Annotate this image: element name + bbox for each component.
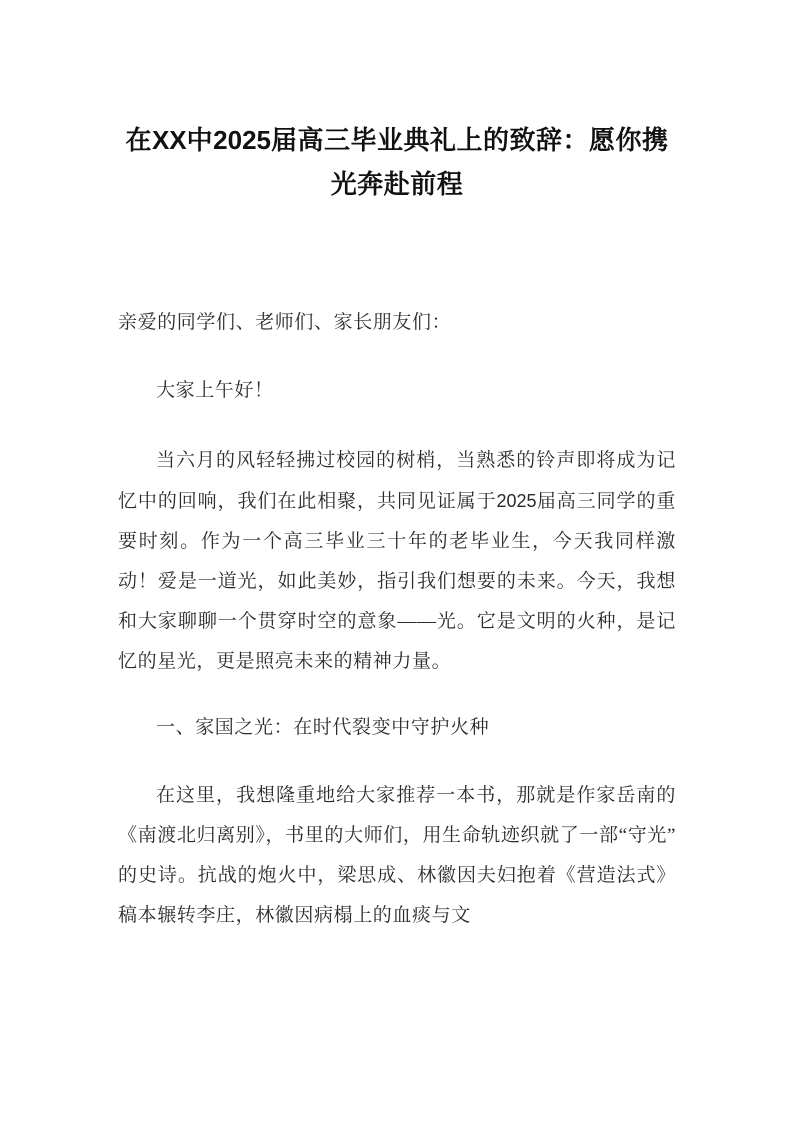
document-body bbox=[118, 303, 676, 936]
paragraph-opening-part1: 当六月的风轻轻拂过校园的树梢，当熟悉的铃声即将成为记忆中的回响，我们在此相聚，共同见证属于 bbox=[118, 450, 676, 512]
paragraph-book-recommendation: 在这里，我想隆重地给大家推荐一本书，那就是作家岳南的《南渡北归离别》，书里的大师们，用生命轨迹织就了一部“守光”的史诗。抗战的炮火中，梁思成、林徽因夫妇抱着《营造法式》稿本辗转李庄，林徽因病榻上的血痰与文 bbox=[118, 785, 676, 926]
document-content-column bbox=[118, 0, 676, 962]
salutation-line: 亲爱的同学们、老师们、家长朋友们： bbox=[118, 312, 452, 333]
paragraph-opening-part2: 届高三同学的重要时刻。作为一个高三毕业三十年的老毕业生，今天我同样激动！爱是一道光，如此美妙，指引我们想要的未来。今天，我想和大家聊聊一个贯穿时空的意象——光。它是文明的火种，是记忆的星光，更是照亮未来的精神力量。 bbox=[118, 491, 676, 672]
page-title bbox=[118, 0, 676, 207]
title-latin-year: 2025 bbox=[213, 125, 272, 155]
title-latin-xx: XX bbox=[151, 125, 187, 155]
title-line-two: 你携光奔赴前程 bbox=[330, 126, 669, 199]
title-mid: 中 bbox=[186, 126, 214, 155]
section-heading-1: 一、家国之光：在时代裂变中守护火种 bbox=[156, 717, 490, 738]
greeting-line: 大家上午好！ bbox=[156, 380, 274, 401]
paragraph-opening-year: 2025 bbox=[496, 491, 537, 511]
paragraph-opening bbox=[118, 441, 676, 682]
title-suffix: 届高三毕业典礼上的致辞：愿 bbox=[271, 126, 616, 155]
title-prefix: 在 bbox=[125, 126, 152, 155]
